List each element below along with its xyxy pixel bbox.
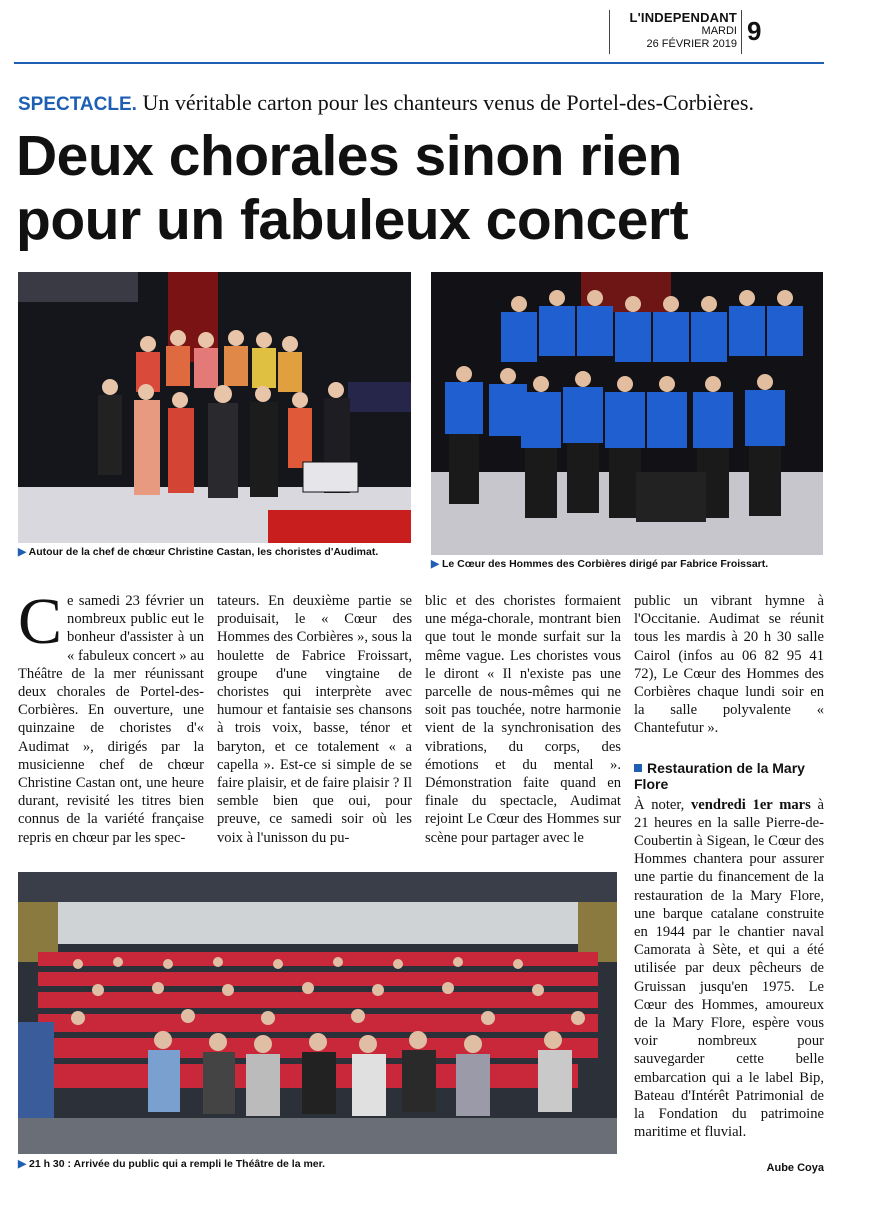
photo-audimat-choir bbox=[18, 272, 411, 543]
photo-audience bbox=[18, 872, 617, 1154]
kicker-text: Un véritable carton pour les chanteurs venus de Portel-des-Corbières. bbox=[142, 90, 754, 115]
top-rule bbox=[14, 62, 824, 64]
article-column-1 bbox=[18, 585, 204, 847]
headline bbox=[16, 124, 836, 252]
headline-line-1: Deux chorales sinon rien bbox=[16, 124, 682, 188]
subsection-title: Restauration de la Mary Flore bbox=[634, 759, 805, 792]
subsection-heading bbox=[634, 760, 824, 792]
issue-day: MARDI bbox=[701, 25, 737, 37]
article-column-3: blic et des choristes formaient une méga-chorale, montrant bien que tout le monde surfait sur la même vague. Les choristes vous le diront « Il n'existe pas une parcelle de nous-mêmes qui ne soit pas touchée, notre harmonie vient de la synchronisation des vibrations, du corps, des émotions et du mental ». Démonstration faite quand en finale du spectacle, Audimat rejoint Le Cœur des Hommes sur scène pour partager avec le bbox=[425, 593, 621, 846]
caption-coeur bbox=[431, 558, 823, 571]
subsection-body bbox=[634, 796, 824, 1142]
subsection-date: vendredi 1er mars bbox=[690, 796, 811, 813]
caption-audience bbox=[18, 1158, 618, 1171]
photo-coeur-des-hommes bbox=[431, 272, 823, 555]
author-signature: Aube Coya bbox=[766, 1162, 824, 1174]
caption-bullet-icon: ▶ bbox=[18, 546, 29, 558]
caption-audience-text: 21 h 30 : Arrivée du public qui a rempli le Théâtre de la mer. bbox=[29, 1158, 326, 1170]
caption-audimat bbox=[18, 546, 411, 559]
column-1-text: e samedi 23 février un nombreux public eut le bonheur d'assister à un « fabuleux concert » au Théâtre de la mer réunissant deux chorales de Portel-des-Corbières. En ouverture, une quinzaine de choristes d'« Audimat », dirigés par la musicienne chef de chœur Christine Castan ont, une heure durant, revisité les titres bien connus de la variété française repris en chœur par les spec- bbox=[18, 593, 204, 846]
kicker bbox=[18, 90, 838, 116]
headline-line-2: pour un fabuleux concert bbox=[16, 188, 689, 252]
masthead-divider bbox=[609, 10, 610, 54]
audience-photo-image bbox=[18, 872, 617, 1154]
men-choir-photo-image bbox=[431, 272, 823, 555]
subsection-text: à 21 heures en la salle Pierre-de-Coubertin à Sigean, le Cœur des Hommes chantera pour assurer une partie du financement de la restauration de la Mary Flore, une barque catalane construite en 1944 par le chantier naval Camorata à Sète, et qui a été utilisée par deux pêcheurs de Gruissan jusqu'en 1975. Le Cœur des Hommes, amoureux de la Mary Flore, espère vous voir nombreux pour sauvegarder cette belle embarcation qui a le label Bip, Bateau d'Intérêt Patrimonial de la Fondation du patrimoine maritime et fluvial. bbox=[634, 796, 824, 1141]
masthead-divider-2 bbox=[741, 10, 742, 54]
article-column-4 bbox=[634, 592, 824, 1141]
issue-date: 26 FÉVRIER 2019 bbox=[646, 38, 737, 50]
newspaper-name: L'INDEPENDANT bbox=[629, 10, 737, 25]
article-column-2: tateurs. En deuxième partie se produisait, le « Cœur des Hommes des Corbières », sous la houlette de Fabrice Froissart, groupe d'une vingtaine de choristes qui interprète avec humour et fantaisie ses chansons à trois voix, basse, ténor et baryton, et ce totalement « a capella ». Est-ce si simple de se faire plaisir, et de faire plaisir ? Il semble bien que oui, pour preuve, ce samedi soir où les voix à l'unisson du pu- bbox=[217, 593, 412, 846]
subsection-lead: À noter, bbox=[634, 796, 685, 813]
column-4-text: public un vibrant hymne à l'Occitanie. Audimat se réunit tous les mardis à 20 h 30 salle Cairol (infos au 06 82 95 41 72), Le Cœur des Hommes des Corbières chaque lundi soir en la salle polyvalente « Chantefutur ». bbox=[634, 593, 824, 737]
section-tag: SPECTACLE. bbox=[18, 94, 137, 115]
drop-cap: C bbox=[18, 585, 63, 658]
caption-bullet-icon: ▶ bbox=[18, 1158, 29, 1170]
square-bullet-icon bbox=[634, 764, 642, 772]
page-number: 9 bbox=[747, 16, 762, 46]
caption-audimat-text: Autour de la chef de chœur Christine Castan, les choristes d'Audimat. bbox=[28, 546, 379, 558]
caption-coeur-text: Le Cœur des Hommes des Corbières dirigé par Fabrice Froissart. bbox=[442, 558, 769, 570]
caption-bullet-icon: ▶ bbox=[431, 558, 442, 570]
choir-photo-image bbox=[18, 272, 411, 543]
